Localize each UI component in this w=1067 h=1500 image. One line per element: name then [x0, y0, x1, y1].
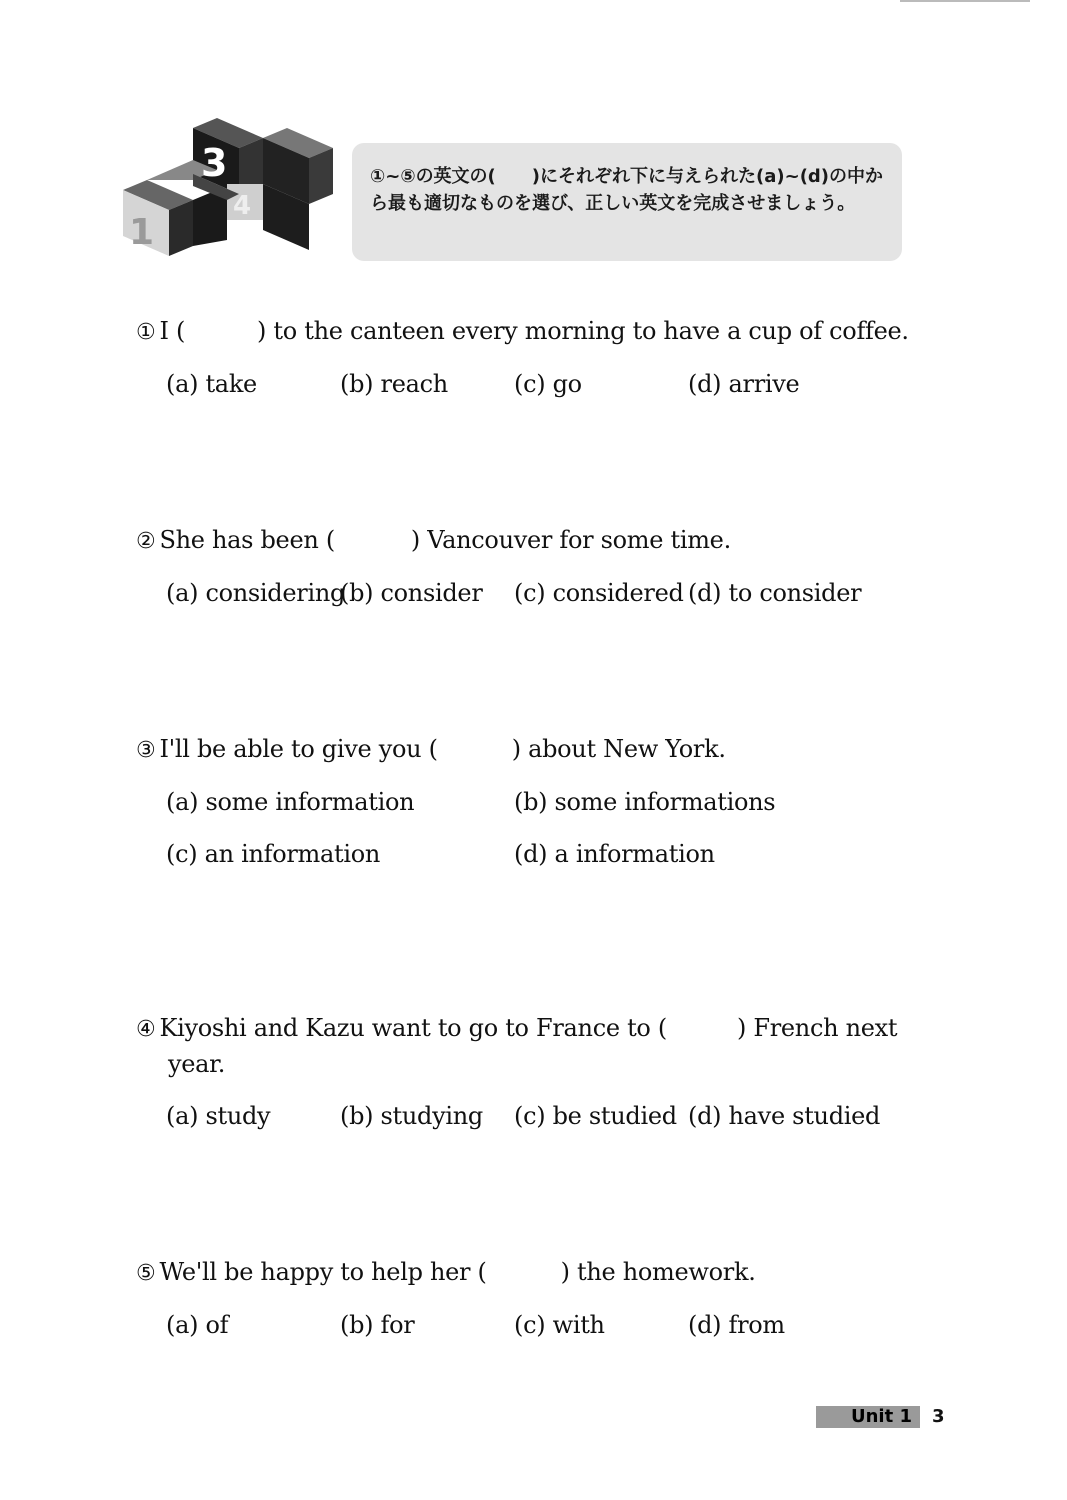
- page-number: 3: [932, 1406, 945, 1427]
- option-a[interactable]: (a) take: [166, 370, 257, 398]
- question-text-after: ) French next: [736, 1014, 898, 1042]
- unit-label: Unit 1: [816, 1406, 920, 1428]
- question-4: [136, 1014, 897, 1042]
- option-b[interactable]: (b) reach: [340, 370, 448, 398]
- option-d[interactable]: (d) arrive: [688, 370, 800, 398]
- option-d[interactable]: (d) to consider: [688, 579, 862, 607]
- question-number: ⑤: [136, 1261, 156, 1286]
- option-b[interactable]: (b) some informations: [514, 788, 776, 816]
- option-a[interactable]: (a) of: [166, 1311, 229, 1339]
- option-c[interactable]: (c) considered: [514, 579, 684, 607]
- cube-logo: [115, 110, 345, 270]
- logo-digit-1: 1: [129, 212, 155, 253]
- option-a[interactable]: (a) considering: [166, 579, 346, 607]
- option-d[interactable]: (d) a information: [514, 840, 715, 868]
- option-c[interactable]: (c) an information: [166, 840, 381, 868]
- option-b[interactable]: (b) studying: [340, 1102, 483, 1130]
- question-1: [136, 317, 909, 345]
- option-d[interactable]: (d) from: [688, 1311, 785, 1339]
- question-3: [136, 735, 726, 763]
- option-b[interactable]: (b) for: [340, 1311, 415, 1339]
- instruction-box: ①~⑤の英文の( )にそれぞれ下に与えられた(a)~(d)の中から最も適切なものを選び、正しい英文を完成させましょう。: [352, 143, 902, 261]
- question-text-before: She has been (: [159, 526, 335, 554]
- option-a[interactable]: (a) study: [166, 1102, 271, 1130]
- question-number: ②: [136, 529, 156, 554]
- question-text-after: ) the homework.: [560, 1258, 756, 1286]
- page-edge-line: [900, 0, 1030, 2]
- logo-digit-4: 4: [233, 191, 252, 221]
- question-text-after: ) to the canteen every morning to have a cup of coffee.: [257, 317, 909, 345]
- option-b[interactable]: (b) consider: [340, 579, 483, 607]
- question-2: [136, 526, 731, 554]
- question-number: ①: [136, 320, 156, 345]
- logo-digit-3: 3: [201, 141, 228, 185]
- question-number: ③: [136, 738, 156, 763]
- option-d[interactable]: (d) have studied: [688, 1102, 881, 1130]
- question-text-before: Kiyoshi and Kazu want to go to France to (: [159, 1014, 667, 1042]
- option-c[interactable]: (c) with: [514, 1311, 605, 1339]
- question-4-continuation: year.: [168, 1050, 226, 1078]
- option-c[interactable]: (c) be studied: [514, 1102, 677, 1130]
- question-text-before: I (: [159, 317, 186, 345]
- question-text-after: ) about New York.: [511, 735, 726, 763]
- question-text-before: I'll be able to give you (: [159, 735, 438, 763]
- question-text-before: We'll be happy to help her (: [159, 1258, 487, 1286]
- question-5: [136, 1258, 756, 1286]
- option-c[interactable]: (c) go: [514, 370, 582, 398]
- option-a[interactable]: (a) some information: [166, 788, 415, 816]
- question-text-after: ) Vancouver for some time.: [410, 526, 731, 554]
- question-number: ④: [136, 1017, 156, 1042]
